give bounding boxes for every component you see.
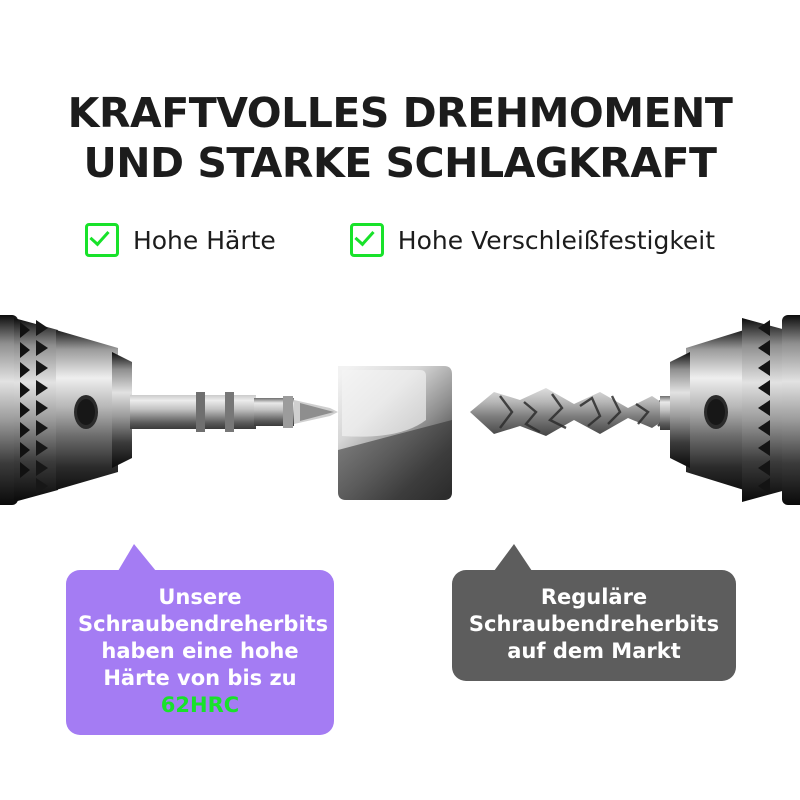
left-chuck [0, 315, 132, 505]
callout-line-1: Unsere [158, 585, 242, 609]
callout-line-3: auf dem Markt [507, 639, 681, 663]
callout-line-3: haben eine hohe [101, 639, 299, 663]
page-title [0, 88, 800, 188]
good-bit [130, 392, 338, 432]
headline-line-1: KRAFTVOLLES DREHMOMENT [67, 89, 733, 137]
right-chuck [670, 315, 800, 505]
test-block [338, 366, 452, 500]
feature-label: Hohe Verschleißfestigkeit [397, 225, 716, 255]
feature-label: Hohe Härte [132, 225, 276, 255]
callout-line-2: Schraubendreherbits [468, 612, 720, 636]
product-photo [0, 300, 800, 530]
hardness-value: 62HRC [160, 693, 240, 717]
check-icon [350, 223, 384, 257]
feature-item-hardness [85, 223, 276, 257]
feature-item-wear-resistance [350, 223, 715, 257]
callout-pointer [494, 544, 532, 571]
headline-line-2: UND STARKE SCHLAGKRAFT [83, 139, 717, 187]
check-icon [85, 223, 119, 257]
callout-line-2: Schraubendreherbits [78, 612, 329, 636]
product-illustration [0, 300, 800, 530]
feature-list [0, 223, 800, 257]
callout-line-1: Reguläre [540, 585, 648, 609]
callout-our-bits [66, 570, 334, 735]
callout-regular-bits [452, 570, 736, 681]
callout-line-4: Härte von bis zu [103, 666, 297, 690]
callout-pointer [118, 544, 156, 571]
